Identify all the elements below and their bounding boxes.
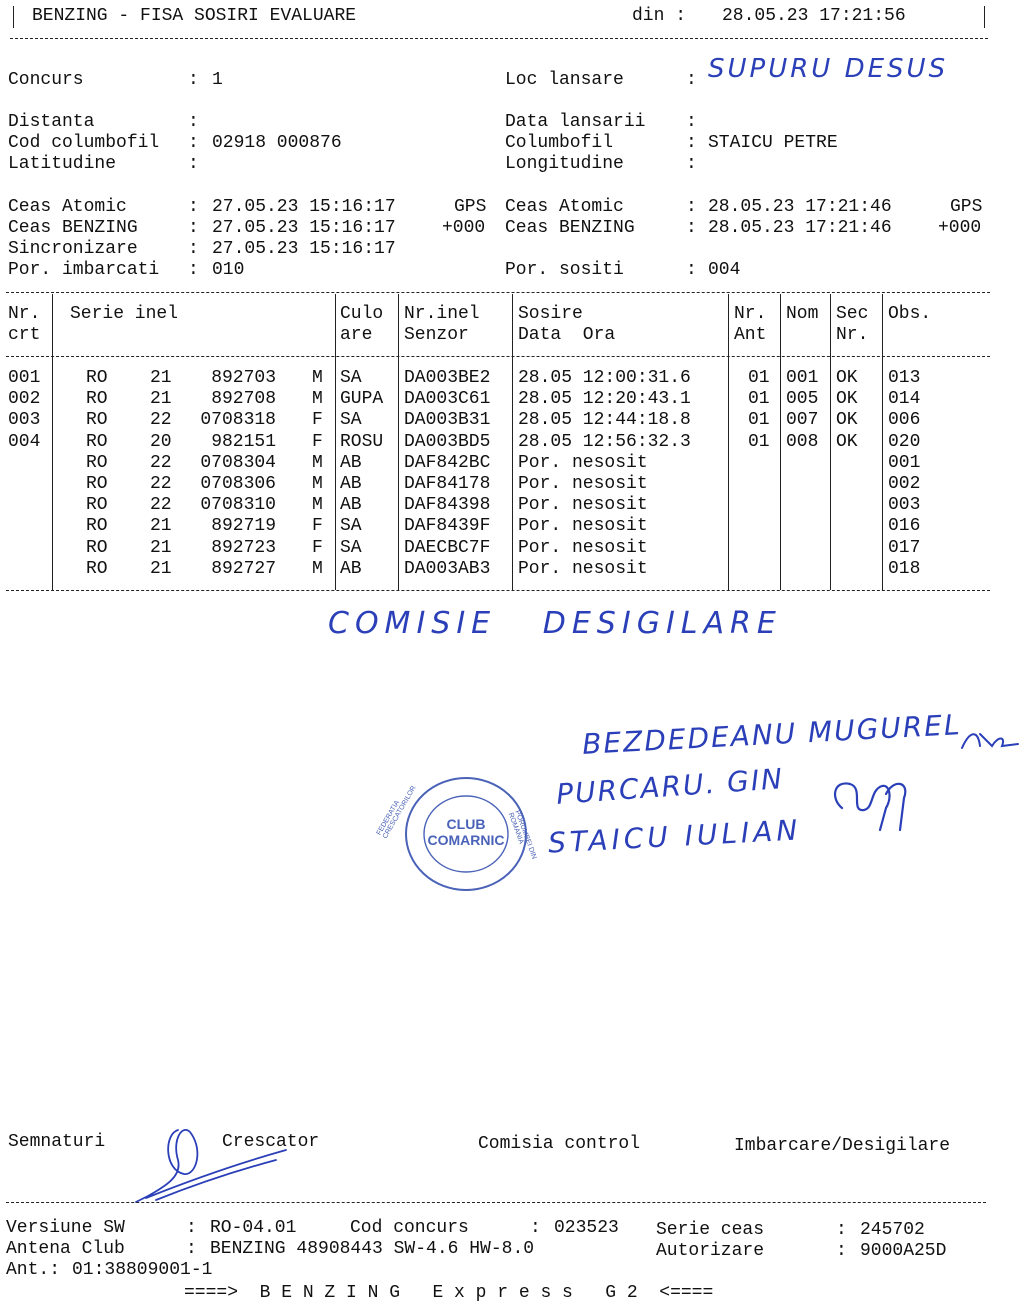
cell-obs: 013 xyxy=(888,368,921,388)
cell-year: 21 xyxy=(150,537,172,558)
cell-arrival: Por. nesosit xyxy=(518,516,648,537)
header-culoare: Culo xyxy=(340,304,384,324)
autorizare-value: 9000A25D xyxy=(860,1241,947,1261)
crescator-signature xyxy=(126,1120,296,1210)
cell-obs: 020 xyxy=(888,431,921,452)
autorizare-label: Autorizare xyxy=(656,1241,765,1261)
col-divider xyxy=(780,294,781,590)
cell-year: 22 xyxy=(150,495,172,516)
cell-obs: 017 xyxy=(888,537,921,558)
columbofil-value: STAICU PETRE xyxy=(708,133,838,153)
header-sosire: Sosire xyxy=(518,304,583,324)
cell-country: RO xyxy=(86,495,108,516)
cell-color: AB xyxy=(340,474,362,494)
cell-country: RO xyxy=(86,431,108,452)
header-serie-inel: Serie inel xyxy=(70,304,179,324)
cell-country: RO xyxy=(86,389,108,410)
handwritten-name-1: BEZDEDEANU MUGUREL xyxy=(581,708,963,761)
cell-color: AB xyxy=(340,495,362,516)
cell-obs: 014 xyxy=(888,389,921,410)
cell-sensor: DAF8439F xyxy=(404,516,491,537)
cell-country: RO xyxy=(86,474,108,494)
cell-arrival: Por. nesosit xyxy=(518,474,648,494)
cell-sex: F xyxy=(312,431,323,452)
cell-country: RO xyxy=(86,368,108,388)
por-sositi-value: 004 xyxy=(708,260,741,280)
header-nr-ant-2: Ant xyxy=(734,325,767,345)
cell-color: AB xyxy=(340,452,362,473)
comisie-desigilare-handwritten: COMISIE DESIGILARE xyxy=(328,606,782,641)
cell-color: SA xyxy=(340,368,362,388)
ceas-atomic-right-label: Ceas Atomic xyxy=(505,197,624,217)
cell-color: SA xyxy=(340,410,362,431)
cell-ring-number: 892723 xyxy=(211,537,276,558)
cell-nom: 005 xyxy=(786,389,819,410)
col-divider xyxy=(335,294,336,590)
din-label: din : xyxy=(632,6,687,26)
col-divider xyxy=(52,294,53,590)
cell-sex: F xyxy=(312,410,323,431)
cell-nr-crt: 003 xyxy=(8,410,41,431)
table-header-separator xyxy=(6,356,990,357)
header-culoare-2: are xyxy=(340,325,373,345)
cell-sec: OK xyxy=(836,410,858,431)
comisia-control-label: Comisia control xyxy=(478,1134,641,1154)
distanta-label: Distanta xyxy=(8,112,95,132)
cell-sensor: DA003BD5 xyxy=(404,431,491,452)
sincronizare-label: Sincronizare xyxy=(8,239,138,259)
cell-arrival: Por. nesosit xyxy=(518,558,648,579)
cell-arrival: Por. nesosit xyxy=(518,537,648,558)
cell-sensor: DAECBC7F xyxy=(404,537,491,558)
stamp-ring-left: FEDERATIA CRESCATORILOR xyxy=(375,784,418,840)
col-divider xyxy=(398,294,399,590)
cell-obs: 003 xyxy=(888,495,921,516)
cell-year: 21 xyxy=(150,368,172,388)
ceas-atomic-right-suffix: GPS xyxy=(950,197,983,217)
cell-obs: 016 xyxy=(888,516,921,537)
benzing-banner: ====> B E N Z I N G E x p r e s s G 2 <==== xyxy=(184,1283,714,1303)
cell-sex: M xyxy=(312,495,323,516)
col-divider xyxy=(830,294,831,590)
header-obs: Obs. xyxy=(888,304,932,324)
cell-ring-number: 0708304 xyxy=(200,452,276,473)
stamp-comarnic-label: COMARNIC xyxy=(427,832,505,848)
cod-columbofil-value: 02918 000876 xyxy=(212,133,342,153)
cell-sex: M xyxy=(312,389,323,410)
serie-ceas-label: Serie ceas xyxy=(656,1220,765,1240)
por-sositi-label: Por. sositi xyxy=(505,260,624,280)
cod-columbofil-label: Cod columbofil xyxy=(8,133,160,153)
col-divider xyxy=(882,294,883,590)
cell-sensor: DAF84178 xyxy=(404,474,491,494)
cell-obs: 018 xyxy=(888,558,921,579)
columbofil-label: Columbofil xyxy=(505,133,614,153)
cell-sec: OK xyxy=(836,431,858,452)
sincronizare-value: 27.05.23 15:16:17 xyxy=(212,239,396,259)
ceas-atomic-left-value: 27.05.23 15:16:17 xyxy=(212,197,396,217)
header-nr-crt-2: crt xyxy=(8,325,41,345)
cell-year: 22 xyxy=(150,410,172,431)
header-nr-ant: Nr. xyxy=(734,304,767,324)
antena-club-label: Antena Club xyxy=(6,1239,125,1259)
cell-sex: M xyxy=(312,558,323,579)
cell-antenna: 01 xyxy=(748,410,770,431)
cell-year: 20 xyxy=(150,431,172,452)
header-nom: Nom xyxy=(786,304,819,324)
cell-color: GUPA xyxy=(340,389,384,410)
semnaturi-label: Semnaturi xyxy=(8,1132,106,1152)
ceas-benzing-right-label: Ceas BENZING xyxy=(505,218,635,238)
cell-country: RO xyxy=(86,516,108,537)
club-stamp xyxy=(375,774,538,894)
cell-sex: M xyxy=(312,368,323,388)
versiune-sw-value: RO-04.01 xyxy=(210,1218,297,1238)
cell-nom: 008 xyxy=(786,431,819,452)
header-nr-inel-senzor: Nr.inel xyxy=(404,304,480,324)
header-separator xyxy=(10,38,988,39)
ceas-benzing-left-label: Ceas BENZING xyxy=(8,218,138,238)
cell-nr-crt: 002 xyxy=(8,389,41,410)
cell-arrival: Por. nesosit xyxy=(518,495,648,516)
cell-sensor: DAF842BC xyxy=(404,452,491,473)
cell-ring-number: 892719 xyxy=(211,516,276,537)
cell-country: RO xyxy=(86,452,108,473)
stamp-ring-right: PORUMBEI DIN ROMANIA xyxy=(506,809,538,861)
signature-scribble xyxy=(820,768,920,838)
cell-sensor: DA003B31 xyxy=(404,410,491,431)
handwritten-name-3: STAICU IULIAN xyxy=(547,813,803,860)
header-sec-nr: Sec xyxy=(836,304,869,324)
cell-color: SA xyxy=(340,516,362,537)
cell-nr-crt: 001 xyxy=(8,368,41,388)
header-right-bar xyxy=(984,6,985,28)
cell-ring-number: 892708 xyxy=(211,389,276,410)
cell-year: 22 xyxy=(150,474,172,494)
cell-sensor: DA003AB3 xyxy=(404,558,491,579)
ant-value: 01:38809001-1 xyxy=(72,1260,213,1280)
handwritten-name-2: PURCARU. GIN xyxy=(555,762,786,811)
cell-year: 21 xyxy=(150,516,172,537)
cell-nr-crt: 004 xyxy=(8,431,41,452)
cell-sex: M xyxy=(312,452,323,473)
ceas-benzing-right-suffix: +000 xyxy=(938,218,982,238)
col-divider xyxy=(512,294,513,590)
cell-ring-number: 0708306 xyxy=(200,474,276,494)
col-divider xyxy=(728,294,729,590)
cell-color: SA xyxy=(340,537,362,558)
latitudine-label: Latitudine xyxy=(8,154,117,174)
table-bottom-separator xyxy=(6,590,990,591)
cell-nom: 007 xyxy=(786,410,819,431)
concurs-value: 1 xyxy=(212,70,223,90)
cell-ring-number: 982151 xyxy=(211,431,276,452)
cell-nom: 001 xyxy=(786,368,819,388)
ceas-benzing-left-suffix: +000 xyxy=(442,218,486,238)
cell-sex: F xyxy=(312,516,323,537)
cell-ring-number: 0708310 xyxy=(200,495,276,516)
concurs-label: Concurs xyxy=(8,70,84,90)
cell-obs: 006 xyxy=(888,410,921,431)
cell-ring-number: 892727 xyxy=(211,558,276,579)
longitudine-label: Longitudine xyxy=(505,154,624,174)
header-sosire-2: Data Ora xyxy=(518,325,616,345)
imbarcare-desigilare-label: Imbarcare/Desigilare xyxy=(734,1136,951,1156)
loc-lansare-label: Loc lansare xyxy=(505,70,624,90)
data-lansarii-label: Data lansarii xyxy=(505,112,646,132)
crescator-label: Crescator xyxy=(222,1132,320,1152)
header-nr-inel-senzor-2: Senzor xyxy=(404,325,469,345)
cell-sec: OK xyxy=(836,368,858,388)
cell-arrival: Por. nesosit xyxy=(518,452,648,473)
cell-ring-number: 892703 xyxy=(211,368,276,388)
cell-sex: M xyxy=(312,474,323,494)
ceas-atomic-left-suffix: GPS xyxy=(454,197,487,217)
stamp-club-label: CLUB xyxy=(446,816,486,832)
serie-ceas-value: 245702 xyxy=(860,1220,925,1240)
cell-year: 22 xyxy=(150,452,172,473)
cod-concurs-value: 023523 xyxy=(554,1218,619,1238)
ceas-atomic-right-value: 28.05.23 17:21:46 xyxy=(708,197,892,217)
cell-sex: F xyxy=(312,537,323,558)
cell-color: ROSU xyxy=(340,431,384,452)
cell-obs: 002 xyxy=(888,474,921,494)
cell-country: RO xyxy=(86,558,108,579)
cell-sensor: DA003C61 xyxy=(404,389,491,410)
table-top-separator xyxy=(6,292,990,293)
cell-arrival: 28.05 12:20:43.1 xyxy=(518,389,691,410)
ceas-benzing-left-value: 27.05.23 15:16:17 xyxy=(212,218,396,238)
versiune-sw-label: Versiune SW xyxy=(6,1218,125,1238)
cell-sensor: DAF84398 xyxy=(404,495,491,516)
cell-antenna: 01 xyxy=(748,431,770,452)
cell-country: RO xyxy=(86,537,108,558)
header-left-bar xyxy=(13,6,14,28)
cell-antenna: 01 xyxy=(748,368,770,388)
cell-obs: 001 xyxy=(888,452,921,473)
ceas-atomic-left-label: Ceas Atomic xyxy=(8,197,127,217)
antena-club-value: BENZING 48908443 SW-4.6 HW-8.0 xyxy=(210,1239,535,1259)
por-imbarcati-label: Por. imbarcati xyxy=(8,260,160,280)
cell-color: AB xyxy=(340,558,362,579)
cell-country: RO xyxy=(86,410,108,431)
initials-scribble xyxy=(958,726,1022,756)
ceas-benzing-right-value: 28.05.23 17:21:46 xyxy=(708,218,892,238)
cod-concurs-label: Cod concurs xyxy=(350,1218,469,1238)
cell-arrival: 28.05 12:00:31.6 xyxy=(518,368,691,388)
din-value: 28.05.23 17:21:56 xyxy=(722,6,906,26)
cell-year: 21 xyxy=(150,389,172,410)
header-nr-crt: Nr. xyxy=(8,304,41,324)
document-title: BENZING - FISA SOSIRI EVALUARE xyxy=(32,6,357,26)
ant-label: Ant.: xyxy=(6,1260,61,1280)
por-imbarcati-value: 010 xyxy=(212,260,245,280)
footer-separator xyxy=(6,1202,986,1203)
cell-sec: OK xyxy=(836,389,858,410)
loc-lansare-handwritten: SUPURU DESUS xyxy=(708,54,949,84)
cell-ring-number: 0708318 xyxy=(200,410,276,431)
header-sec-nr-2: Nr. xyxy=(836,325,869,345)
cell-arrival: 28.05 12:44:18.8 xyxy=(518,410,691,431)
cell-arrival: 28.05 12:56:32.3 xyxy=(518,431,691,452)
cell-year: 21 xyxy=(150,558,172,579)
cell-antenna: 01 xyxy=(748,389,770,410)
cell-sensor: DA003BE2 xyxy=(404,368,491,388)
